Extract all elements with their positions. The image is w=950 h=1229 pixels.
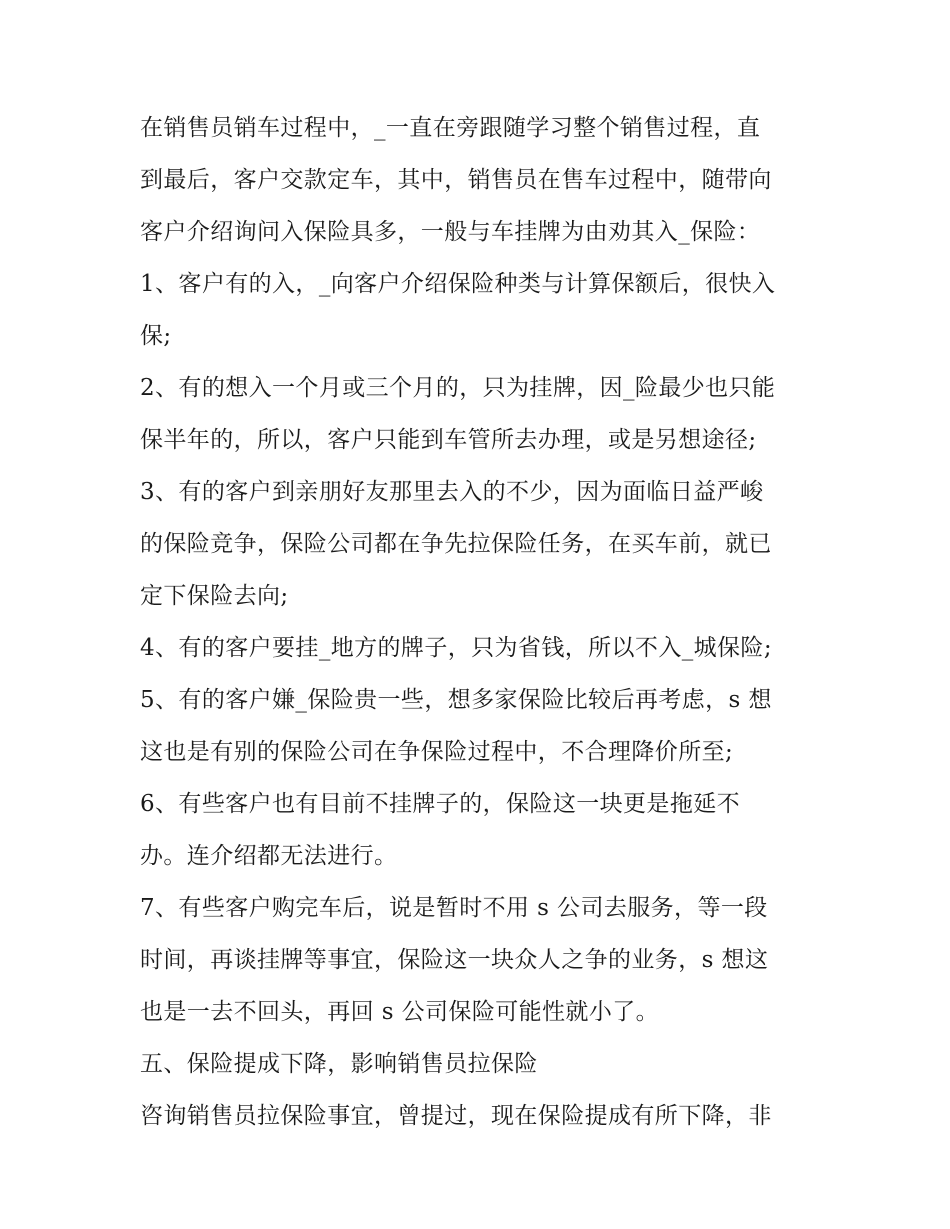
text-line: 6、有些客户也有目前不挂牌子的，保险这一块更是拖延不 [140, 791, 741, 817]
text-line: 7、有些客户购完车后，说是暂时不用 s 公司去服务，等一段 [140, 895, 768, 921]
text-line: 5、有的客户嫌_保险贵一些，想多家保险比较后再考虑，s 想 [140, 687, 772, 713]
text-line: 在销售员销车过程中，_一直在旁跟随学习整个销售过程，直 [140, 115, 761, 141]
text-line: 也是一去不回头，再回 s 公司保险可能性就小了。 [140, 999, 660, 1025]
text-line: 4、有的客户要挂_地方的牌子，只为省钱，所以不入_城保险; [140, 635, 772, 661]
text-line: 保半年的，所以，客户只能到车管所去办理，或是另想途径; [140, 427, 757, 453]
text-line: 的保险竞争，保险公司都在争先拉保险任务，在买车前，就已 [140, 531, 772, 557]
text-line: 到最后，客户交款定车，其中，销售员在售车过程中，随带向 [140, 167, 772, 193]
text-line: 时间，再谈挂牌等事宜，保险这一块众人之争的业务，s 想这 [140, 947, 769, 973]
text-line: 保; [140, 323, 172, 349]
text-line: 这也是有别的保险公司在争保险过程中，不合理降价所至; [140, 739, 734, 765]
text-line: 办。连介绍都无法进行。 [140, 843, 398, 869]
text-line: 3、有的客户到亲朋好友那里去入的不少，因为面临日益严峻 [140, 479, 764, 505]
text-line: 2、有的想入一个月或三个月的，只为挂牌，因_险最少也只能 [140, 375, 776, 401]
text-line: 客户介绍询问入保险具多，一般与车挂牌为由劝其入_保险： [140, 219, 761, 245]
text-line: 1、客户有的入，_向客户介绍保险种类与计算保额后，很快入 [140, 271, 776, 297]
text-line: 咨询销售员拉保险事宜，曾提过，现在保险提成有所下降，非 [140, 1103, 772, 1129]
section-heading: 五、保险提成下降，影响销售员拉保险 [140, 1051, 538, 1077]
text-line: 定下保险去向; [140, 583, 289, 609]
document-body [140, 102, 820, 1142]
